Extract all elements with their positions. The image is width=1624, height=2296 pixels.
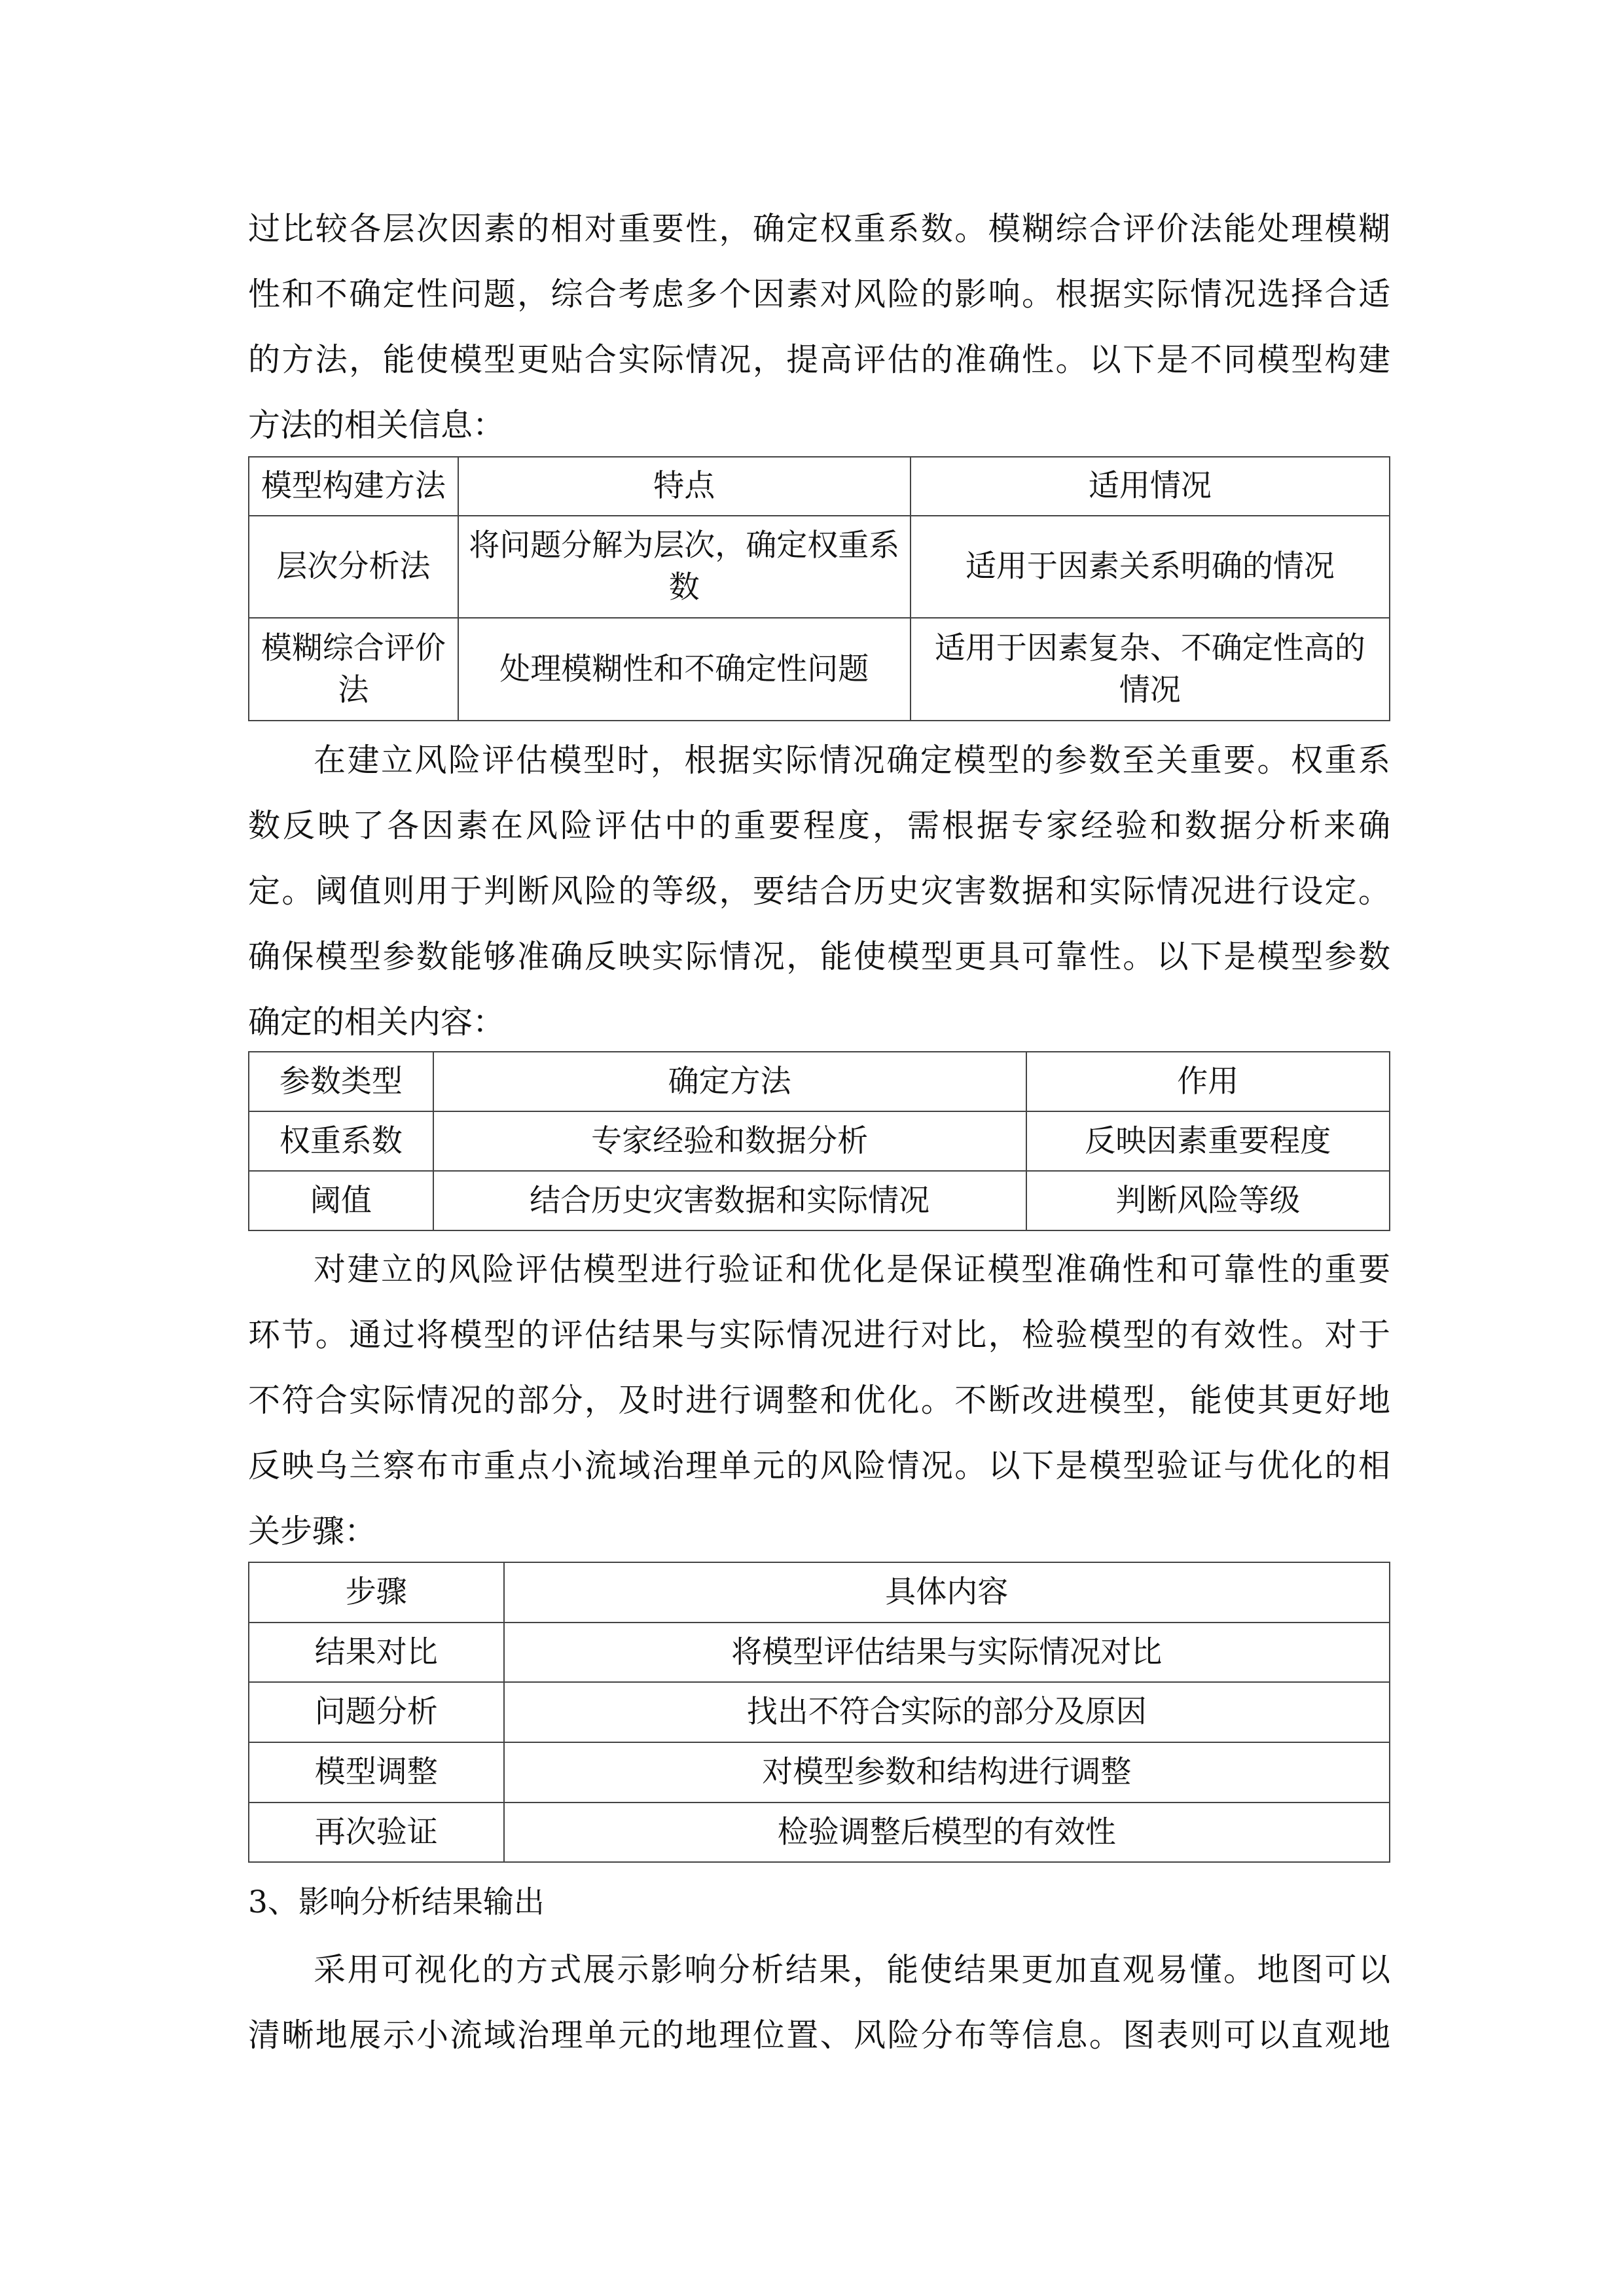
text-line: 清晰地展示小流域治理单元的地理位置、风险分布等信息。图表则可以直观地 [248, 2017, 1390, 2054]
table-row [249, 1623, 1390, 1682]
table-cell: 反映因素重要程度 [1026, 1111, 1390, 1171]
text-line: 关步骤： [248, 1513, 377, 1550]
paragraph-model-parameters [248, 728, 1390, 1055]
table-header-row [249, 1052, 1390, 1111]
text-line: 数反映了各因素在风险评估中的重要程度，需根据专家经验和数据分析来确 [248, 807, 1390, 844]
table-header-cell: 模型构建方法 [249, 457, 458, 516]
table-cell: 对模型参数和结构进行调整 [504, 1742, 1390, 1803]
table-row [249, 1111, 1390, 1171]
text-line: 不符合实际情况的部分，及时进行调整和优化。不断改进模型，能使其更好地 [248, 1382, 1390, 1419]
table-header-cell: 作用 [1026, 1052, 1390, 1111]
section-heading: 3、影响分析结果输出 [248, 1884, 545, 1920]
text-line: 性和不确定性问题，综合考虑多个因素对风险的影响。根据实际情况选择合适 [248, 276, 1390, 313]
table-cell: 找出不符合实际的部分及原因 [504, 1682, 1390, 1742]
text-line: 在建立风险评估模型时，根据实际情况确定模型的参数至关重要。权重系 [314, 742, 1390, 779]
table-cell: 专家经验和数据分析 [433, 1111, 1026, 1171]
table-header-cell: 确定方法 [433, 1052, 1026, 1111]
table-header-cell: 具体内容 [504, 1562, 1390, 1623]
text-line: 过比较各层次因素的相对重要性，确定权重系数。模糊综合评价法能处理模糊 [248, 210, 1390, 247]
table-cell: 权重系数 [249, 1111, 433, 1171]
table-row [249, 1742, 1390, 1803]
table-cell: 判断风险等级 [1026, 1171, 1390, 1230]
table-header-row [249, 457, 1390, 516]
table-cell: 将模型评估结果与实际情况对比 [504, 1623, 1390, 1682]
table-cell: 适用于因素关系明确的情况 [911, 516, 1390, 618]
table-cell: 结合历史灾害数据和实际情况 [433, 1171, 1026, 1230]
table-row [249, 618, 1390, 721]
table-header-row [249, 1562, 1390, 1623]
table-row [249, 1171, 1390, 1230]
table-header-cell: 特点 [458, 457, 911, 516]
table-row [249, 516, 1390, 618]
text-line: 反映乌兰察布市重点小流域治理单元的风险情况。以下是模型验证与优化的相 [248, 1447, 1390, 1484]
table-validation-steps [248, 1562, 1390, 1863]
table-header-cell: 适用情况 [911, 457, 1390, 516]
text-line: 确保模型参数能够准确反映实际情况，能使模型更具可靠性。以下是模型参数 [248, 938, 1390, 975]
table-header-cell: 参数类型 [249, 1052, 433, 1111]
table-cell: 层次分析法 [249, 516, 458, 618]
table-model-methods [248, 456, 1390, 721]
text-line: 确定的相关内容： [248, 1003, 505, 1041]
table-cell: 将问题分解为层次，确定权重系数 [458, 516, 911, 618]
table-header-cell: 步骤 [249, 1562, 504, 1623]
table-cell: 适用于因素复杂、不确定性高的情况 [911, 618, 1390, 721]
text-line: 的方法，能使模型更贴合实际情况，提高评估的准确性。以下是不同模型构建 [248, 341, 1390, 378]
table-cell: 阈值 [249, 1171, 433, 1230]
table-cell: 结果对比 [249, 1623, 504, 1682]
table-model-parameters [248, 1051, 1390, 1231]
table-cell: 模糊综合评价法 [249, 618, 458, 721]
paragraph-model-validation [248, 1237, 1390, 1564]
text-line: 定。阈值则用于判断风险的等级，要结合历史灾害数据和实际情况进行设定。 [248, 872, 1390, 910]
text-line: 环节。通过将模型的评估结果与实际情况进行对比，检验模型的有效性。对于 [248, 1316, 1390, 1354]
table-cell: 检验调整后模型的有效性 [504, 1803, 1390, 1862]
table-row [249, 1682, 1390, 1742]
text-line: 方法的相关信息： [248, 406, 505, 444]
text-line: 采用可视化的方式展示影响分析结果，能使结果更加直观易懂。地图可以 [314, 1951, 1390, 1988]
table-cell: 再次验证 [249, 1803, 504, 1862]
table-row [249, 1803, 1390, 1862]
paragraph-result-output [248, 1937, 1390, 2068]
text-line: 对建立的风险评估模型进行验证和优化是保证模型准确性和可靠性的重要 [314, 1251, 1390, 1288]
table-cell: 模型调整 [249, 1742, 504, 1803]
paragraph-model-methods [248, 196, 1390, 458]
table-cell: 处理模糊性和不确定性问题 [458, 618, 911, 721]
table-cell: 问题分析 [249, 1682, 504, 1742]
